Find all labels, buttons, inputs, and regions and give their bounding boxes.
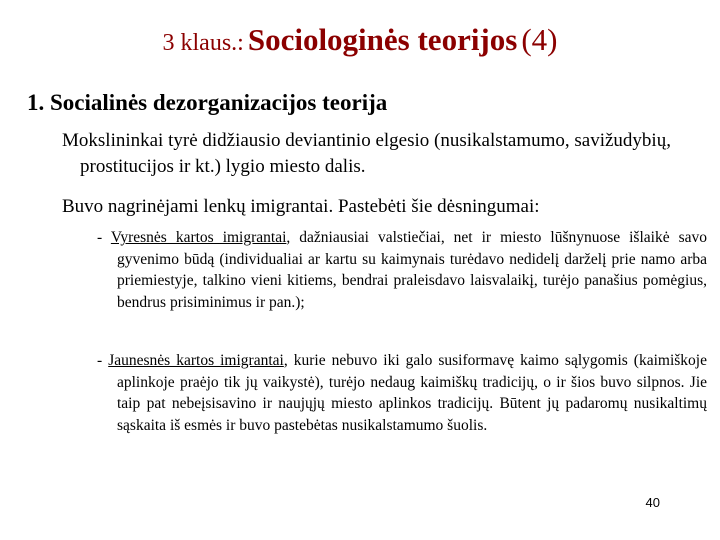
page-number: 40: [645, 495, 660, 510]
older-generation-text: , dažniausiai valstiečiai, net ir miesto lūšnynuose išlaikė savo gyvenimo būdą (individualiai ar kartu su kaimynais turėdavo nedidelį darželį prie namo arba priemiestyje, talkino vieni kitiems, bendrai praleisdavo laisvalaikį, turėjo panašius pomėgius, bendrus prisiminimus ir pan.);: [117, 229, 707, 311]
paragraph-research: Mokslininkai tyrė didžiausio deviantinio elgesio (nusikalstamumo, savižudybių, prostitucijos ir kt.) lygio miesto dalis.: [62, 130, 671, 177]
title-prefix: 3 klaus.:: [162, 30, 244, 56]
section-heading: 1. Socialinės dezorganizacijos teorija: [27, 90, 388, 115]
list-item-younger-generation: [97, 350, 707, 436]
title-number: (4): [521, 22, 558, 57]
paragraph-immigrants: Buvo nagrinėjami lenkų imigrantai. Pastebėti šie dėsningumai:: [62, 196, 540, 217]
younger-generation-label: Jaunesnės kartos imigrantai: [108, 352, 284, 369]
slide-title: [0, 22, 720, 58]
list-item-older-generation: [97, 227, 707, 313]
younger-generation-text: , kurie nebuvo iki galo susiformavę kaimo sąlygomis (kaimiškoje aplinkoje praėjo tik jų vaikystė), turėjo nedaug kaimiškų tradicijų, o ir šios buvo silpnos. Jie taip pat nebeįsisavino ir naujųjų miesto aplinkos tradicijų. Būtent jų padaromų nusikaltimų sąskaita iš esmės ir buvo pastebėtas nusikalstamumo šuolis.: [117, 352, 707, 434]
list-dash: -: [97, 352, 109, 369]
older-generation-label: Vyresnės kartos imigrantai: [110, 229, 287, 246]
list-dash: -: [97, 229, 111, 246]
title-main: Sociologinės teorijos: [247, 22, 518, 57]
